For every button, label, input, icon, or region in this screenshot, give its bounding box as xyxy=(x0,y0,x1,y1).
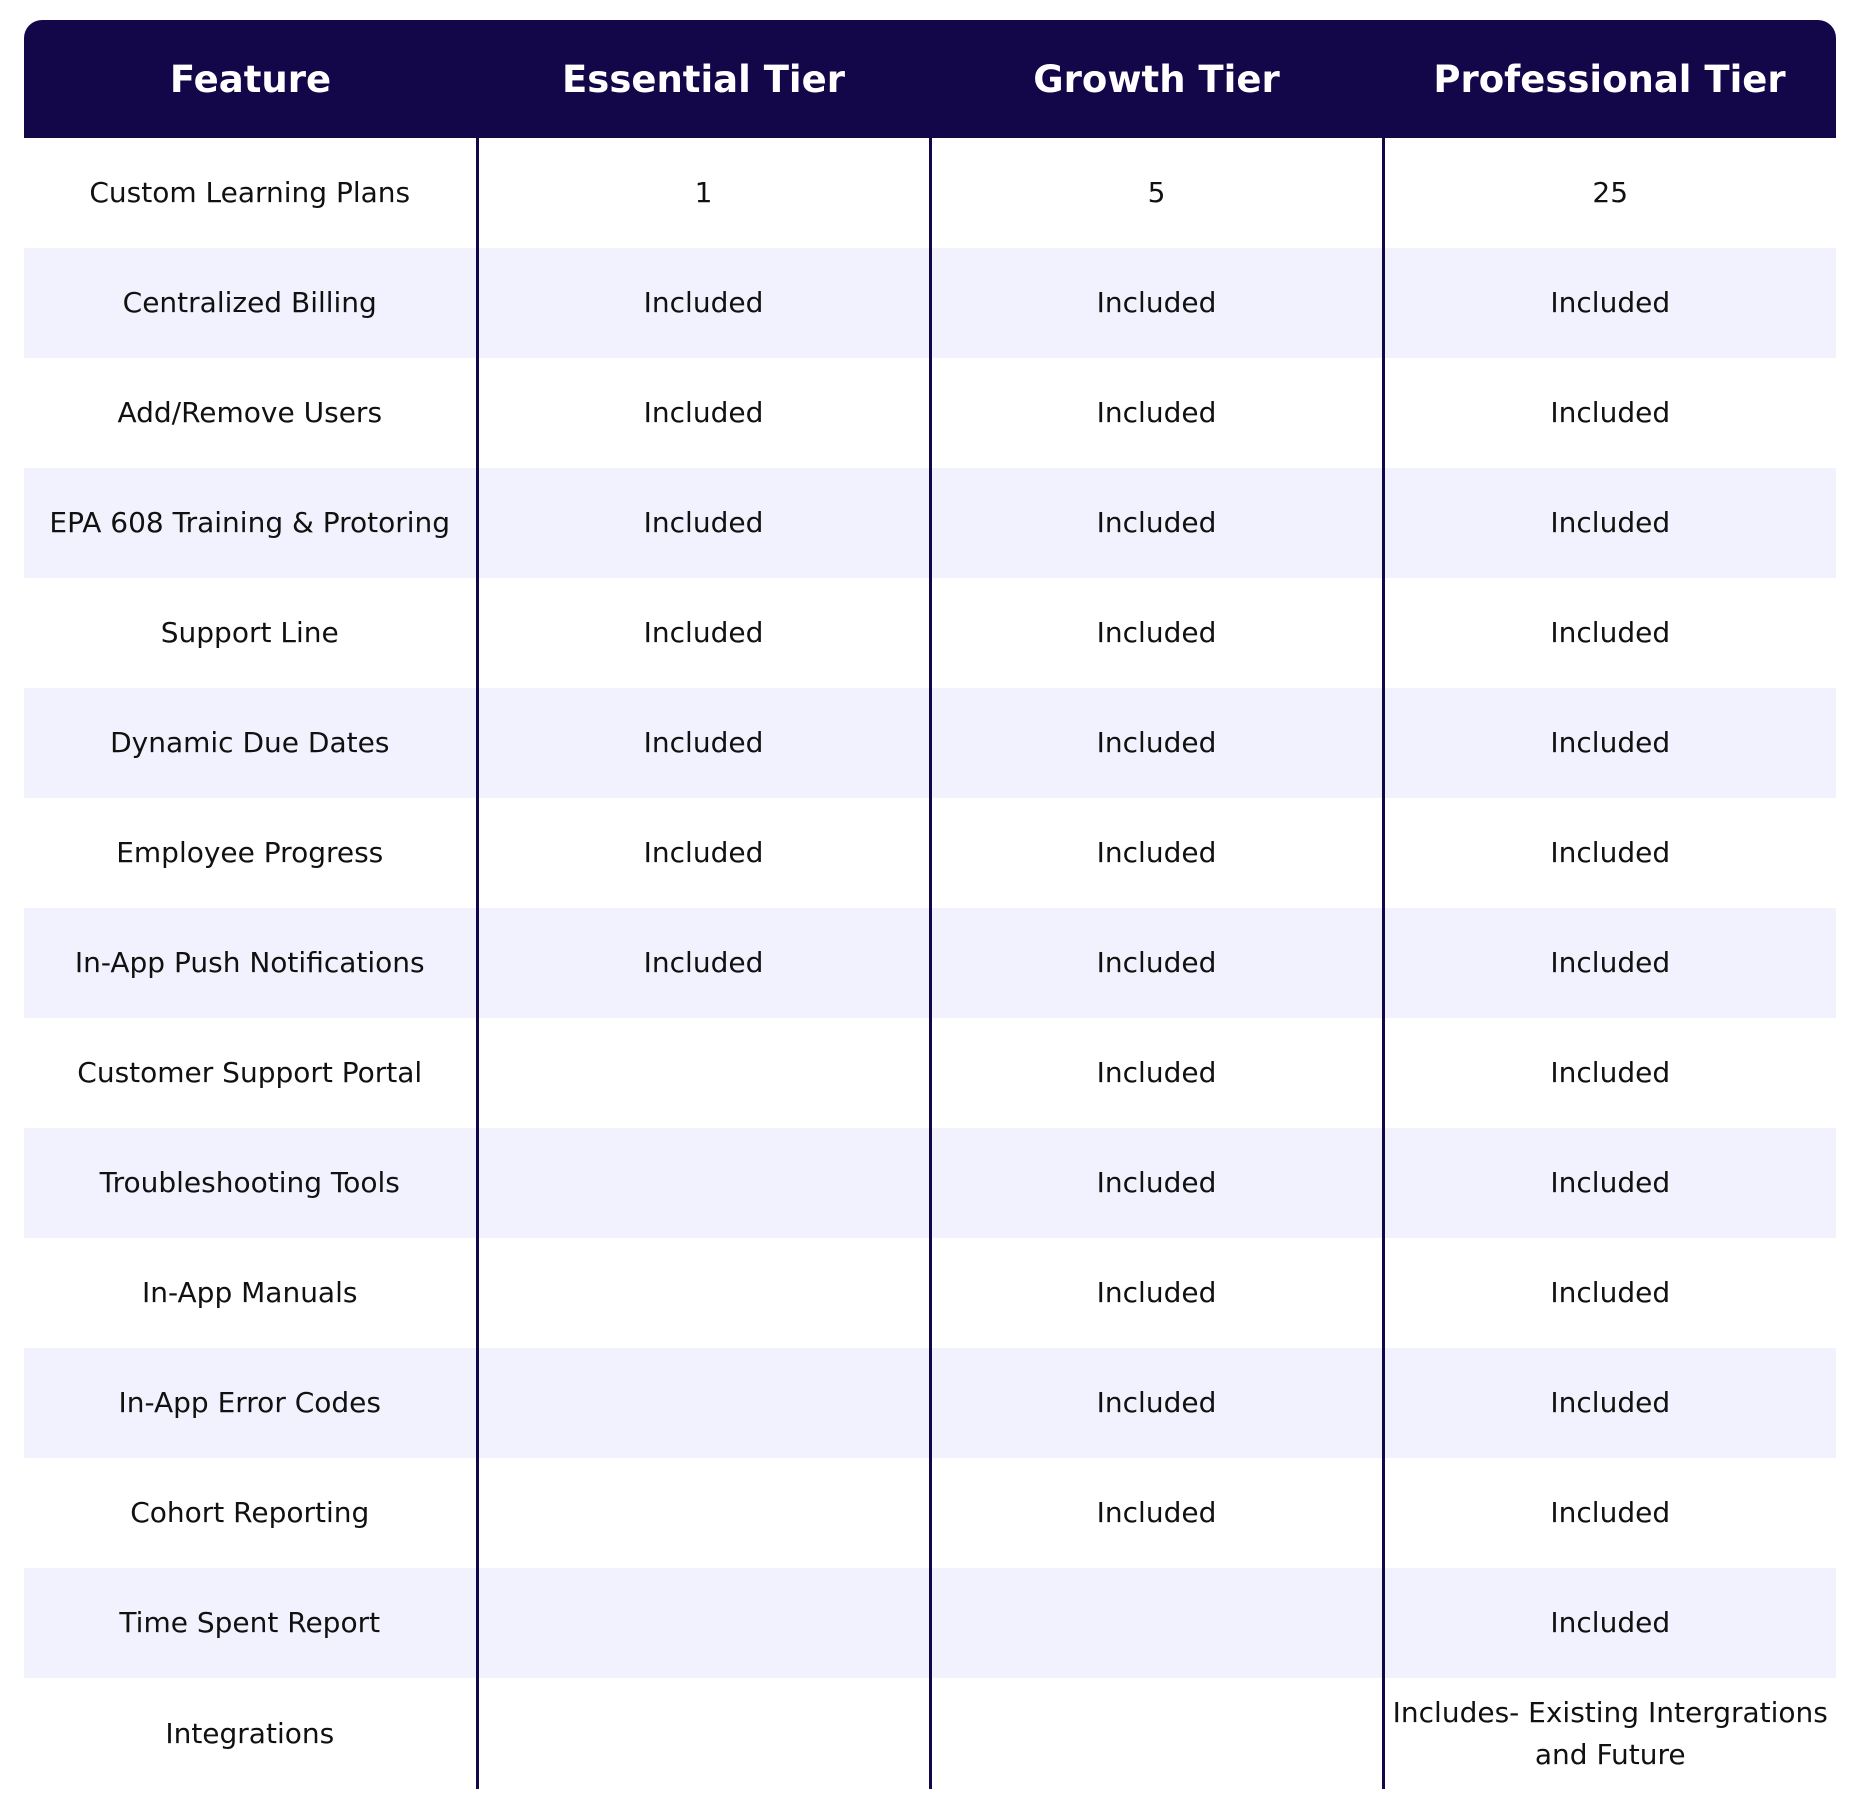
feature-cell: Centralized Billing xyxy=(122,286,377,319)
table-body xyxy=(24,138,1836,1789)
feature-table xyxy=(24,20,1836,1789)
professional-tier-cell: Included xyxy=(1383,908,1836,1018)
essential-tier-cell: Included xyxy=(477,578,930,688)
professional-tier-cell: Included xyxy=(1383,798,1836,908)
feature-cell: EPA 608 Training & Protoring xyxy=(49,506,451,539)
header-professional-tier: Professional Tier xyxy=(1433,57,1786,101)
professional-tier-cell: Included xyxy=(1383,468,1836,578)
feature-cell: In-App Error Codes xyxy=(118,1386,381,1419)
essential-tier-cell: Included xyxy=(477,248,930,358)
growth-tier-cell: Included xyxy=(930,798,1383,908)
feature-cell: In-App Manuals xyxy=(142,1276,358,1309)
table-row xyxy=(24,468,1836,578)
professional-tier-cell: Included xyxy=(1383,1458,1836,1568)
essential-tier-cell xyxy=(477,1678,930,1789)
feature-cell: In-App Push Notifications xyxy=(74,946,425,979)
header-growth-tier: Growth Tier xyxy=(1033,57,1280,101)
professional-tier-cell: Included xyxy=(1383,1568,1836,1678)
header-row xyxy=(24,20,1836,138)
professional-tier-cell: Included xyxy=(1383,1128,1836,1238)
table-row xyxy=(24,908,1836,1018)
table-row xyxy=(24,1238,1836,1348)
header-feature: Feature xyxy=(169,57,332,101)
growth-tier-cell: Included xyxy=(930,688,1383,798)
feature-cell: Integrations xyxy=(165,1716,335,1750)
feature-cell: Employee Progress xyxy=(116,836,384,869)
essential-tier-cell xyxy=(477,1348,930,1458)
feature-cell: Time Spent Report xyxy=(119,1606,381,1639)
essential-tier-cell: Included xyxy=(477,798,930,908)
table-row xyxy=(24,1568,1836,1678)
essential-tier-cell: Included xyxy=(477,908,930,1018)
essential-tier-cell: Included xyxy=(477,688,930,798)
feature-cell: Add/Remove Users xyxy=(117,396,383,429)
professional-tier-cell: Included xyxy=(1383,688,1836,798)
professional-tier-cell: Included xyxy=(1383,578,1836,688)
feature-cell: Cohort Reporting xyxy=(130,1496,370,1529)
feature-cell: Customer Support Portal xyxy=(77,1056,423,1089)
essential-tier-cell xyxy=(477,1458,930,1568)
essential-tier-cell xyxy=(477,1568,930,1678)
growth-tier-cell: Included xyxy=(930,1348,1383,1458)
table-row xyxy=(24,138,1836,248)
feature-cell: Dynamic Due Dates xyxy=(110,726,390,759)
growth-tier-cell: Included xyxy=(930,908,1383,1018)
essential-tier-cell: Included xyxy=(477,358,930,468)
professional-tier-cell: 25 xyxy=(1383,138,1836,248)
table-row xyxy=(24,1678,1836,1789)
pricing-comparison-table xyxy=(24,20,1836,1791)
growth-tier-cell: Included xyxy=(930,248,1383,358)
essential-tier-cell xyxy=(477,1018,930,1128)
essential-tier-cell: 1 xyxy=(477,138,930,248)
feature-cell: Support Line xyxy=(160,616,339,649)
header-essential-tier: Essential Tier xyxy=(562,57,845,101)
table-row xyxy=(24,578,1836,688)
growth-tier-cell: Included xyxy=(930,1458,1383,1568)
professional-tier-cell: Includes- Existing Intergrations and Future xyxy=(1383,1678,1836,1789)
professional-tier-cell: Included xyxy=(1383,248,1836,358)
table-row xyxy=(24,1348,1836,1458)
growth-tier-cell: Included xyxy=(930,358,1383,468)
professional-tier-cell: Included xyxy=(1383,1018,1836,1128)
professional-tier-cell: Included xyxy=(1383,1348,1836,1458)
essential-tier-cell xyxy=(477,1128,930,1238)
feature-cell: Custom Learning Plans xyxy=(89,176,411,209)
feature-cell: Troubleshooting Tools xyxy=(99,1166,400,1199)
growth-tier-cell: Included xyxy=(930,578,1383,688)
professional-tier-cell: Included xyxy=(1383,358,1836,468)
growth-tier-cell: Included xyxy=(930,468,1383,578)
table-row xyxy=(24,248,1836,358)
table-row xyxy=(24,1018,1836,1128)
table-row xyxy=(24,358,1836,468)
growth-tier-cell: Included xyxy=(930,1018,1383,1128)
growth-tier-cell: Included xyxy=(930,1128,1383,1238)
table-row xyxy=(24,688,1836,798)
essential-tier-cell xyxy=(477,1238,930,1348)
table-row xyxy=(24,1458,1836,1568)
essential-tier-cell: Included xyxy=(477,468,930,578)
growth-tier-cell: 5 xyxy=(930,138,1383,248)
table-row xyxy=(24,1128,1836,1238)
professional-tier-cell: Included xyxy=(1383,1238,1836,1348)
growth-tier-cell xyxy=(930,1678,1383,1789)
table-header xyxy=(24,20,1836,138)
growth-tier-cell: Included xyxy=(930,1238,1383,1348)
growth-tier-cell xyxy=(930,1568,1383,1678)
table-row xyxy=(24,798,1836,908)
